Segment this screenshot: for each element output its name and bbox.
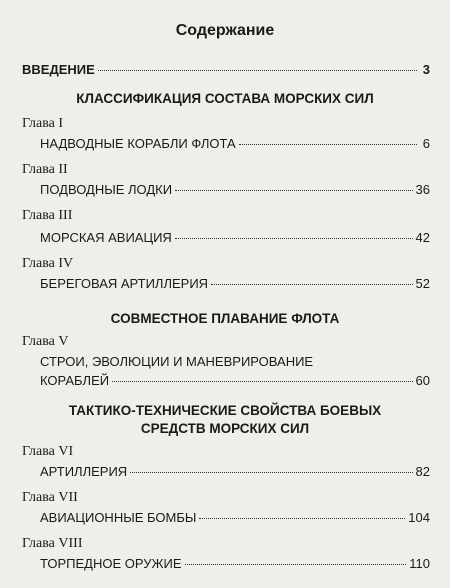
- toc-entry-chapter-7: [40, 510, 430, 525]
- chapter-label: Глава V: [22, 334, 69, 349]
- entry-title: МОРСКАЯ АВИАЦИЯ: [40, 230, 172, 245]
- toc-entry-intro: [22, 62, 430, 77]
- entry-title: АРТИЛЛЕРИЯ: [40, 464, 128, 479]
- entry-title: ПОДВОДНЫЕ ЛОДКИ: [40, 182, 173, 197]
- toc-entry-chapter-3: [40, 230, 430, 245]
- dot-leader: [199, 518, 405, 519]
- page-number: 52: [415, 276, 430, 291]
- chapter-label: Глава VIII: [22, 536, 83, 551]
- dot-leader: [239, 144, 417, 145]
- dot-leader: [98, 70, 417, 71]
- section-heading-1: КЛАССИФИКАЦИЯ СОСТАВА МОРСКИХ СИЛ: [76, 91, 374, 106]
- chapter-label: Глава VI: [22, 444, 74, 459]
- page-number: 110: [409, 556, 430, 571]
- chapter-label: Глава IV: [22, 256, 74, 271]
- chapter-label: Глава I: [22, 116, 64, 131]
- chapter-label: Глава II: [22, 162, 68, 177]
- toc-entry-chapter-8: [40, 556, 430, 571]
- section-heading-2: СОВМЕСТНОЕ ПЛАВАНИЕ ФЛОТА: [110, 311, 340, 326]
- dot-leader: [130, 472, 412, 473]
- dot-leader: [175, 238, 413, 239]
- dot-leader: [175, 190, 412, 191]
- entry-title: КОРАБЛЕЙ: [40, 373, 110, 388]
- dot-leader: [211, 284, 412, 285]
- entry-title: АВИАЦИОННЫЕ БОМБЫ: [40, 510, 197, 525]
- page-number: 6: [422, 136, 430, 151]
- dot-leader: [185, 564, 407, 565]
- page-number: 60: [415, 373, 430, 388]
- toc-entry-chapter-2: [40, 182, 430, 197]
- entry-title: ВВЕДЕНИЕ: [22, 62, 95, 77]
- page-number: 42: [415, 230, 430, 245]
- toc-entry-chapter-4: [40, 276, 430, 291]
- chapter-label: Глава VII: [22, 490, 78, 505]
- section-heading-line-2: СРЕДСТВ МОРСКИХ СИЛ: [140, 421, 310, 436]
- page-number: 82: [415, 464, 430, 479]
- page-number: 3: [422, 62, 430, 77]
- entry-title: ТОРПЕДНОЕ ОРУЖИЕ: [40, 556, 182, 571]
- toc-entry-chapter-1: [40, 136, 430, 151]
- section-heading-line-1: ТАКТИКО-ТЕХНИЧЕСКИЕ СВОЙСТВА БОЕВЫХ: [68, 403, 382, 418]
- toc-entry-chapter-5: [40, 352, 430, 390]
- entry-title-line-1: СТРОИ, ЭВОЛЮЦИИ И МАНЕВРИРОВАНИЕ: [40, 354, 314, 369]
- chapter-label: Глава III: [22, 208, 73, 223]
- page-title: Содержание: [175, 22, 275, 39]
- section-heading-3: [24, 402, 426, 438]
- entry-title: БЕРЕГОВАЯ АРТИЛЛЕРИЯ: [40, 276, 209, 291]
- page-number: 104: [408, 510, 430, 525]
- toc-entry-chapter-6: [40, 464, 430, 479]
- dot-leader: [112, 381, 412, 382]
- entry-title: НАДВОДНЫЕ КОРАБЛИ ФЛОТА: [40, 136, 236, 151]
- page-number: 36: [415, 182, 430, 197]
- entry-title-line-2: [40, 371, 430, 390]
